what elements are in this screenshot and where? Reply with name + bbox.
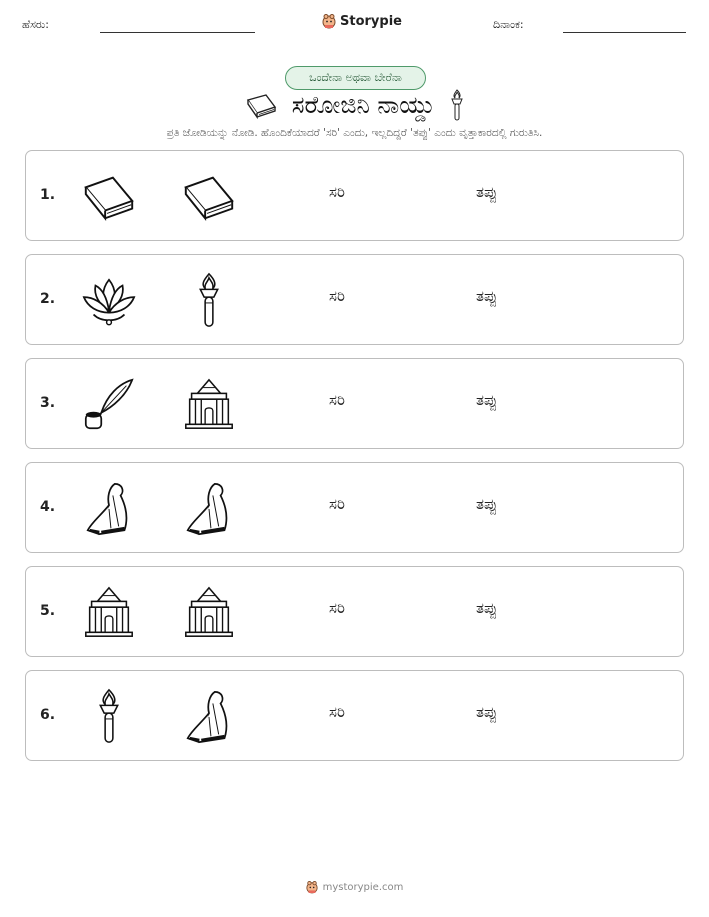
storypie-mascot-icon — [306, 880, 318, 894]
question-number: 3. — [40, 395, 56, 411]
option-false[interactable]: ತಪ್ಪು — [476, 391, 498, 409]
date-label: ದಿನಾಂಕ: — [493, 18, 524, 31]
question-number: 5. — [40, 603, 56, 619]
option-false[interactable]: ತಪ್ಪು — [476, 287, 498, 305]
brand-logo — [322, 13, 402, 29]
option-true[interactable]: ಸರಿ — [329, 391, 345, 409]
brand-name: Storypie — [340, 13, 402, 29]
book-icon — [244, 91, 278, 119]
quill-ink-icon — [80, 376, 138, 434]
storypie-mascot-icon — [322, 13, 336, 29]
question-row-4 — [25, 462, 684, 553]
page-title: ಸರೋಜಿನಿ ನಾಯ್ಡು — [291, 91, 436, 119]
option-true[interactable]: ಸರಿ — [329, 183, 345, 201]
lotus-icon — [80, 272, 138, 330]
temple-icon — [180, 584, 238, 642]
torch-icon — [80, 688, 138, 746]
saree-icon — [180, 688, 238, 746]
book-icon — [80, 168, 138, 226]
question-row-5 — [25, 566, 684, 657]
footer-link[interactable]: mystorypie.com — [322, 881, 404, 893]
footer — [0, 880, 709, 894]
worksheet-type-badge: ಒಂದೇನಾ ಅಥವಾ ಬೇರೆನಾ — [285, 66, 426, 90]
torch-icon — [180, 272, 238, 330]
title-row — [0, 88, 709, 122]
option-false[interactable]: ತಪ್ಪು — [476, 183, 498, 201]
instructions: ಪ್ರತಿ ಜೋಡಿಯನ್ನು ನೋಡಿ. ಹೊಂದಿಕೆಯಾದರೆ 'ಸರಿ' ಎಂದು, ಇಲ್ಲದಿದ್ದರೆ 'ತಪ್ಪು' ಎಂದು ವೃತ್ತಾಕಾರದಲ್ಲಿ ಗುರುತಿಸಿ. — [166, 127, 543, 139]
date-line[interactable] — [563, 32, 686, 33]
option-true[interactable]: ಸರಿ — [329, 599, 345, 617]
option-true[interactable]: ಸರಿ — [329, 287, 345, 305]
option-false[interactable]: ತಪ್ಪು — [476, 495, 498, 513]
question-row-1 — [25, 150, 684, 241]
question-number: 2. — [40, 291, 56, 307]
temple-icon — [180, 376, 238, 434]
option-false[interactable]: ತಪ್ಪು — [476, 599, 498, 617]
name-label: ಹೆಸರು: — [22, 18, 49, 31]
option-true[interactable]: ಸರಿ — [329, 495, 345, 513]
question-number: 1. — [40, 187, 56, 203]
saree-icon — [180, 480, 238, 538]
torch-icon — [449, 89, 465, 121]
temple-icon — [80, 584, 138, 642]
question-row-2 — [25, 254, 684, 345]
question-row-6 — [25, 670, 684, 761]
option-true[interactable]: ಸರಿ — [329, 703, 345, 721]
name-line[interactable] — [100, 32, 255, 33]
question-number: 4. — [40, 499, 56, 515]
question-row-3 — [25, 358, 684, 449]
book-icon — [180, 168, 238, 226]
saree-icon — [80, 480, 138, 538]
option-false[interactable]: ತಪ್ಪು — [476, 703, 498, 721]
question-number: 6. — [40, 707, 56, 723]
